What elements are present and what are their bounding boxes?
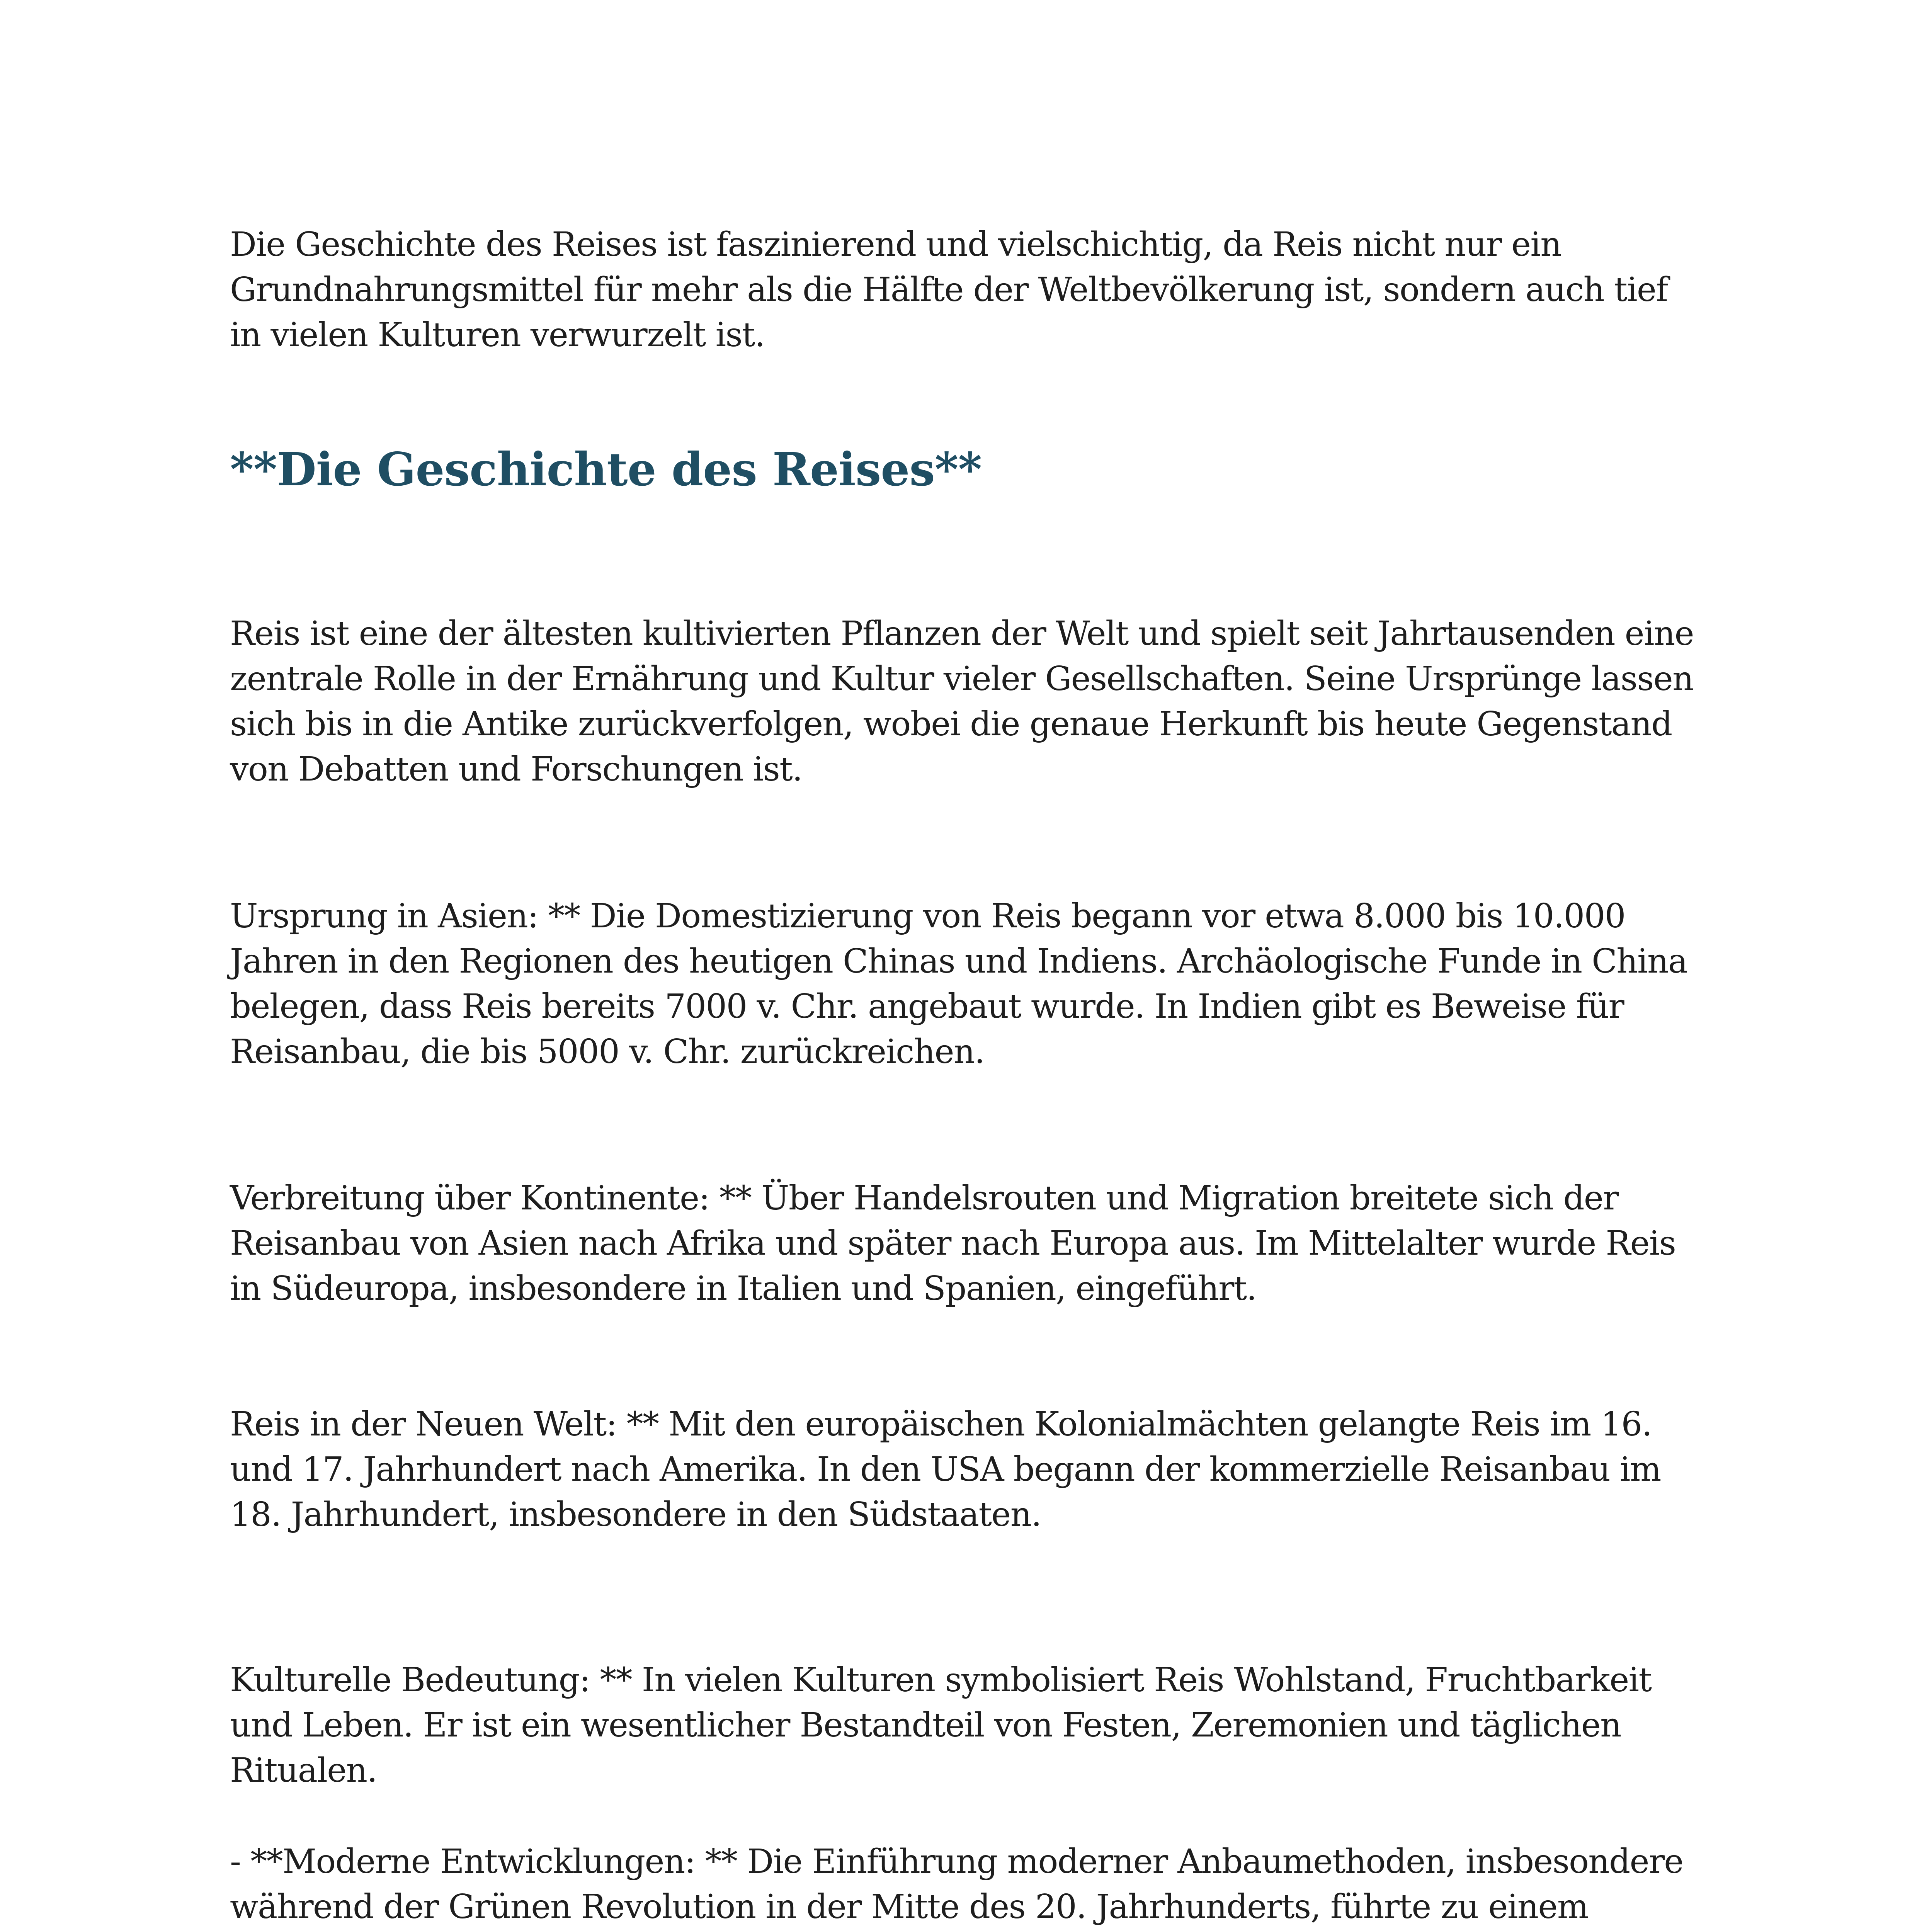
paragraph-spread-continents: Verbreitung über Kontinente: ** Über Handelsrouten und Migration breitete sich der Reisanbau von Asien nach Afrika und später nach Europa aus. Im Mittelalter wurde Reis in Südeuropa, insbesondere in Italien und Spanien, eingeführt. [230, 1179, 1676, 1308]
paragraph-cultural-significance: Kulturelle Bedeutung: ** In vielen Kulturen symbolisiert Reis Wohlstand, Fruchtbarkeit und Leben. Er ist ein wesentlicher Bestandteil von Festen, Zeremonien und täglichen Ritualen. [230, 1661, 1652, 1790]
paragraph-origin-asia: Ursprung in Asien: ** Die Domestizierung von Reis begann vor etwa 8.000 bis 10.000 Jahren in den Regionen des heutigen Chinas und Indiens. Archäologische Funde in China belegen, dass Reis bereits 7000 v. Chr. angebaut wurde. In Indien gibt es Beweise für Reisanbau, die bis 5000 v. Chr. zurückreichen. [230, 897, 1687, 1071]
paragraph-overview: Reis ist eine der ältesten kultivierten Pflanzen der Welt und spielt seit Jahrtausenden eine zentrale Rolle in der Ernährung und Kultur vieler Gesellschaften. Seine Ursprünge lassen sich bis in die Antike zurückverfolgen, wobei die genaue Herkunft bis heute Gegenstand von Debatten und Forschungen ist. [230, 614, 1694, 789]
section-heading: **Die Geschichte des Reises** [230, 442, 982, 496]
paragraph-new-world: Reis in der Neuen Welt: ** Mit den europäischen Kolonialmächten gelangte Reis im 16. und 17. Jahrhundert nach Amerika. In den USA begann der kommerzielle Reisanbau im 18. Jahrhundert, insbesondere in den Südstaaten. [230, 1405, 1661, 1534]
intro-paragraph: Die Geschichte des Reises ist faszinierend und vielschichtig, da Reis nicht nur ein Grundnahrungsmittel für mehr als die Hälfte der Weltbevölkerung ist, sondern auch tief in vielen Kulturen verwurzelt ist. [230, 225, 1668, 354]
paragraph-modern-developments: - **Moderne Entwicklungen: ** Die Einführung moderner Anbaumethoden, insbesondere während der Grünen Revolution in der Mitte des 20. Jahrhunderts, führte zu einem [230, 1842, 1683, 1926]
